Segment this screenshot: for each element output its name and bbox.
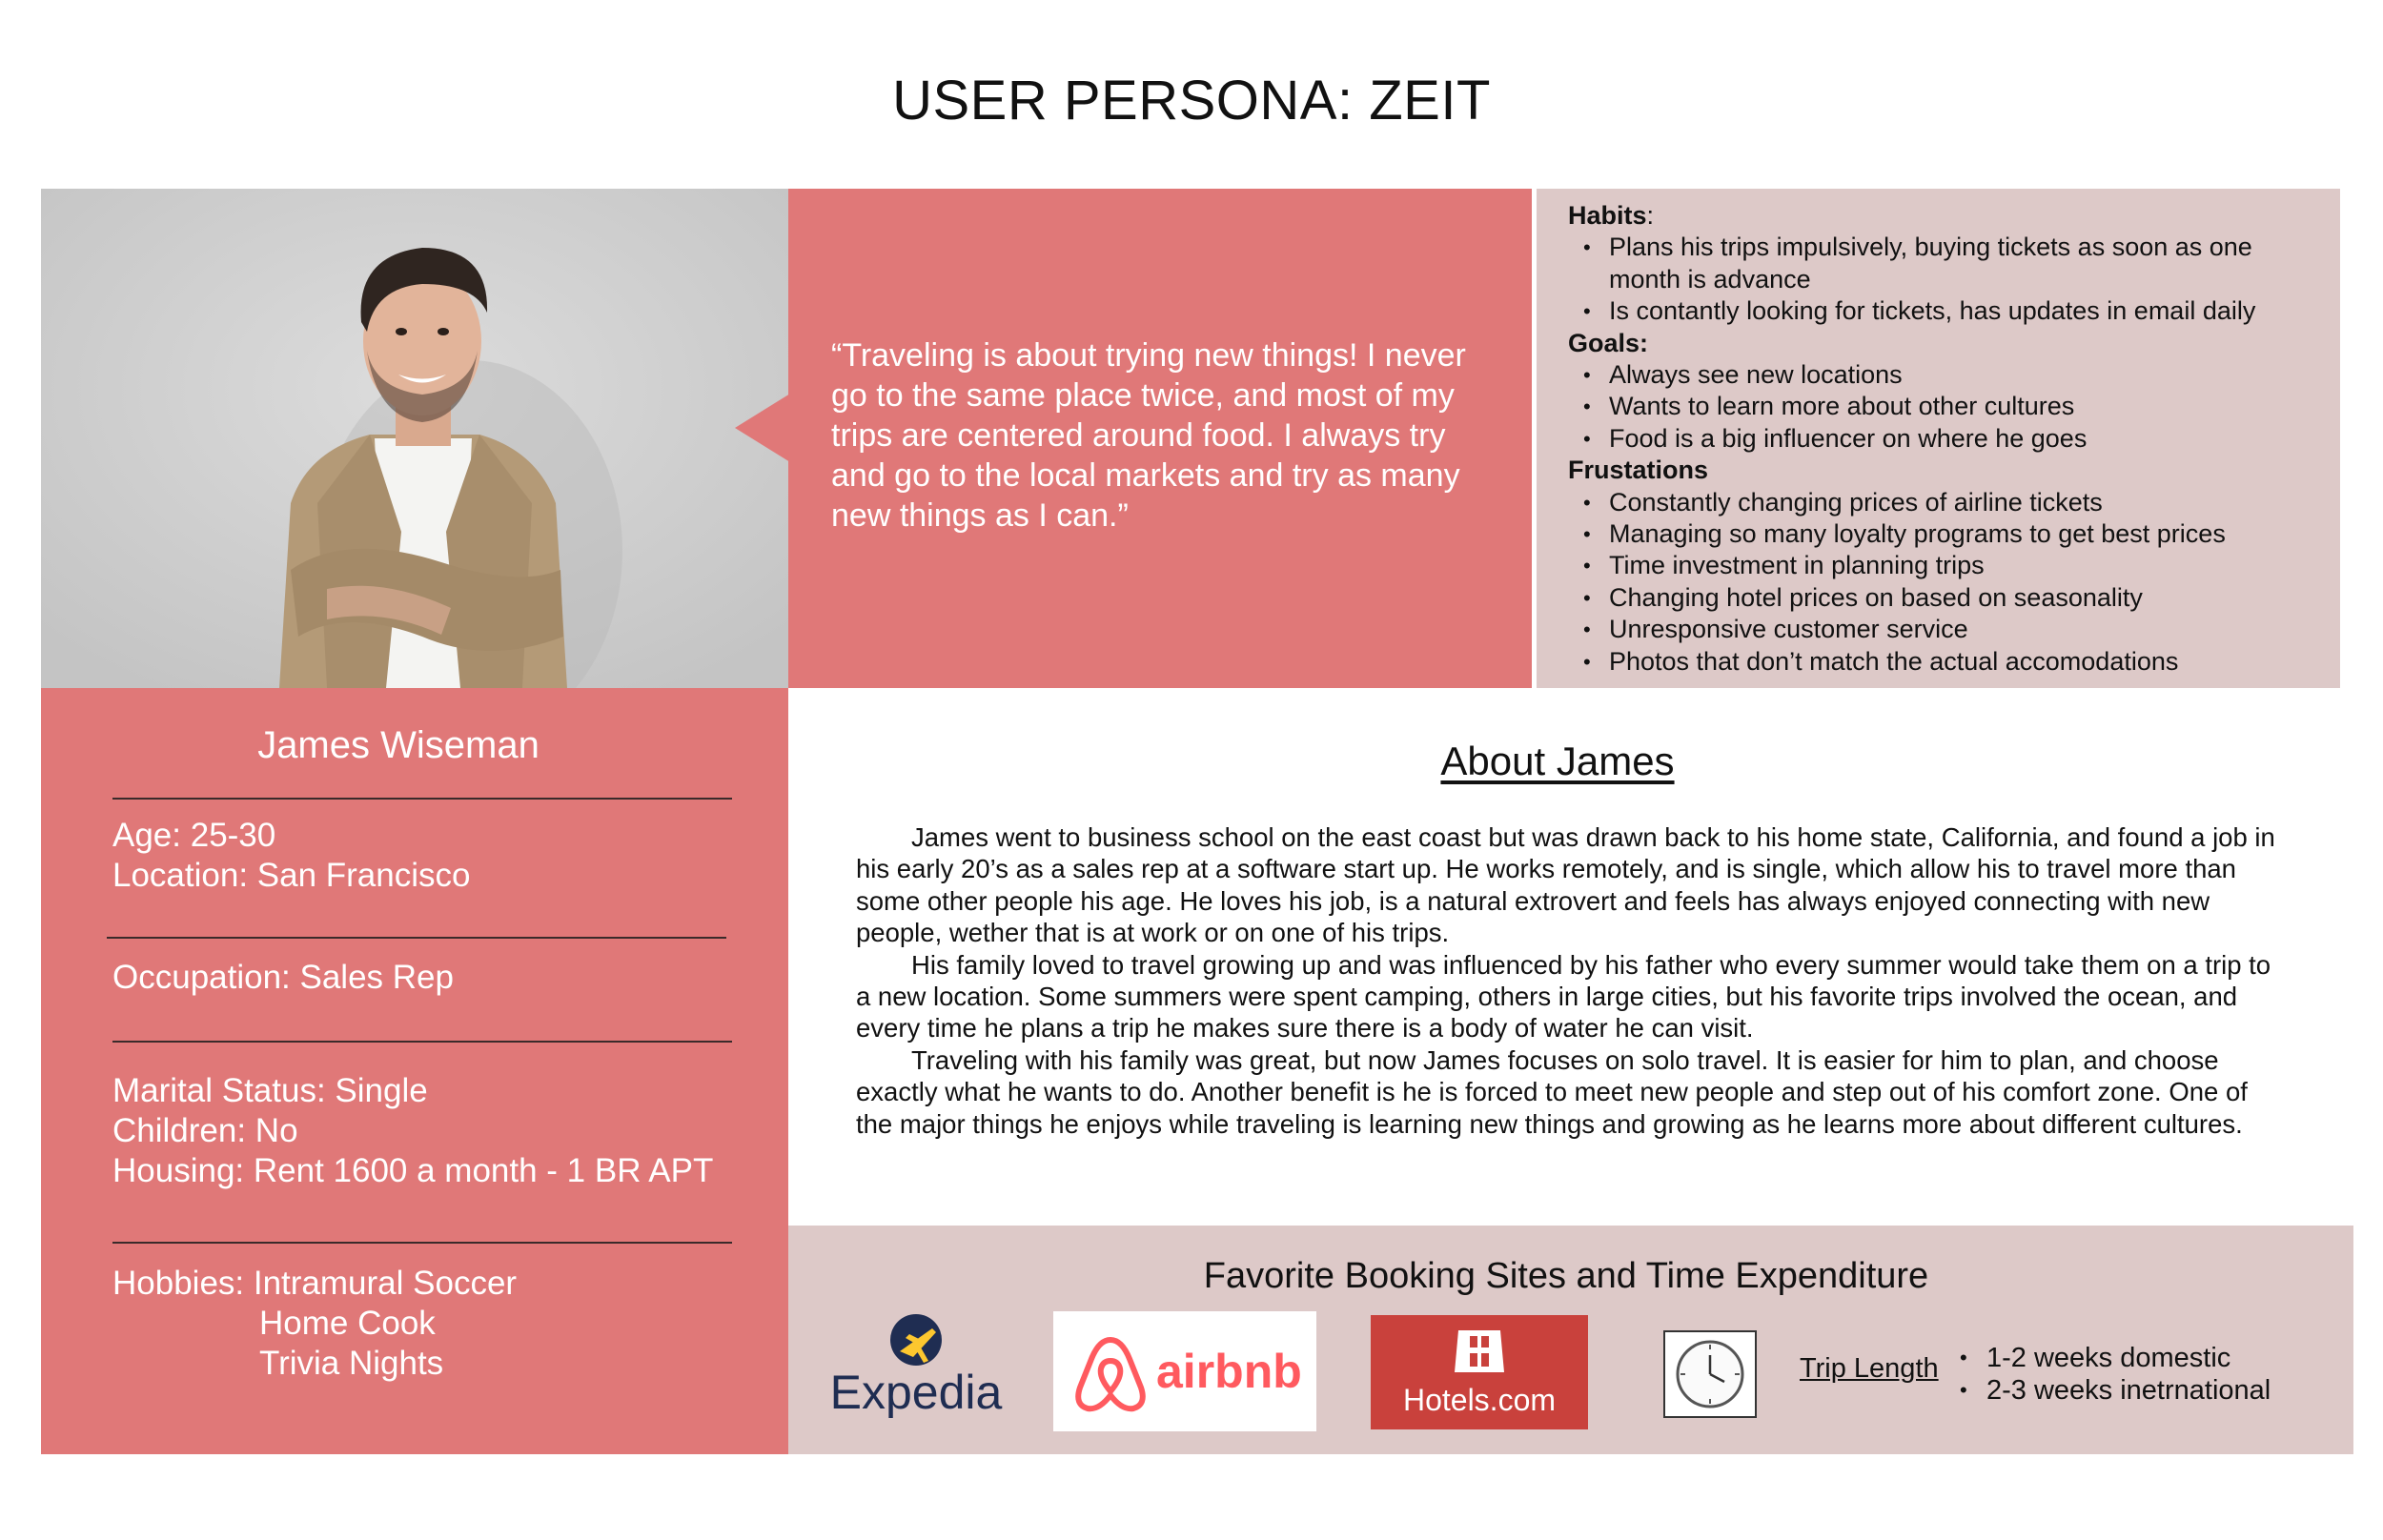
trip-length-list bbox=[1956, 1342, 2271, 1407]
hotels-wordmark: Hotels.com bbox=[1402, 1383, 1557, 1417]
persona-portrait-illustration bbox=[41, 189, 788, 688]
persona-quote: “Traveling is about trying new things! I never go to the same place twice, and most of my trips are centered around food. I always try and go to the local markets and try as many new things as I can.” bbox=[831, 337, 1466, 534]
about-heading-text: About James bbox=[1440, 739, 1675, 783]
goals-heading: Goals: bbox=[1568, 328, 1649, 357]
expedia-wordmark: Expedia bbox=[829, 1366, 1003, 1418]
airbnb-wordmark: airbnb bbox=[1156, 1345, 1302, 1398]
list-item: • Plans his trips impulsively, buying tickets as soon as one month is advance bbox=[1568, 232, 2331, 295]
trip-length-label: Trip Length bbox=[1800, 1353, 1939, 1384]
habits-heading-colon: : bbox=[1646, 201, 1655, 230]
about-heading bbox=[788, 739, 2327, 784]
profile-hobby-item: Home Cook bbox=[259, 1305, 436, 1342]
habits-goals-frustrations bbox=[1568, 200, 2331, 678]
list-item: • Wants to learn more about other cultures bbox=[1568, 391, 2331, 422]
hotels-logo bbox=[1371, 1315, 1588, 1429]
clock-face bbox=[1665, 1332, 1755, 1416]
list-item: • Constantly changing prices of airline tickets bbox=[1568, 487, 2331, 518]
divider bbox=[112, 1242, 732, 1244]
persona-name: James Wiseman bbox=[257, 724, 540, 766]
list-item: • Is contantly looking for tickets, has updates in email daily bbox=[1568, 295, 2331, 327]
profile-occupation: Occupation: Sales Rep bbox=[112, 959, 454, 996]
list-item: • Always see new locations bbox=[1568, 359, 2331, 391]
page-title: USER PERSONA: ZEIT bbox=[892, 70, 1491, 132]
list-item: • Unresponsive customer service bbox=[1568, 614, 2331, 645]
list-item: • Changing hotel prices on based on seasonality bbox=[1568, 582, 2331, 614]
airbnb-logo bbox=[1053, 1311, 1316, 1431]
profile-marital-status: Marital Status: Single bbox=[112, 1072, 428, 1109]
hotels-h-icon bbox=[1371, 1315, 1588, 1429]
list-item: • Time investment in planning trips bbox=[1568, 550, 2331, 581]
divider bbox=[112, 1041, 732, 1043]
profile-housing: Housing: Rent 1600 a month - 1 BR APT bbox=[112, 1152, 714, 1189]
quote-pointer bbox=[735, 394, 790, 462]
habits-list bbox=[1568, 232, 2331, 327]
profile-hobby-item: Trivia Nights bbox=[259, 1345, 444, 1382]
expedia-plane-icon bbox=[825, 1313, 1007, 1418]
about-paragraph: Traveling with his family was great, but now James focuses on solo travel. It is easier for him to plan, and choose exactly what he wants to do. Another benefit is he is forced to meet new people and step out of his comfort zone. One of the major things he enjoys while traveling is learning new things and growing as he learns more about different cultures. bbox=[856, 1044, 2248, 1139]
list-item: • Managing so many loyalty programs to get best prices bbox=[1568, 518, 2331, 550]
profile-location: Location: San Francisco bbox=[112, 857, 471, 894]
about-body bbox=[856, 821, 2276, 1140]
persona-photo bbox=[41, 189, 788, 688]
clock-icon bbox=[1663, 1330, 1757, 1418]
list-item: • 2-3 weeks inetrnational bbox=[1956, 1374, 2271, 1407]
airbnb-belo-icon bbox=[1053, 1311, 1316, 1431]
expedia-logo bbox=[825, 1313, 1007, 1418]
booking-heading: Favorite Booking Sites and Time Expenditure bbox=[1203, 1256, 1929, 1296]
habits-heading: Habits bbox=[1568, 201, 1647, 230]
profile-age: Age: 25-30 bbox=[112, 817, 276, 854]
about-paragraph: His family loved to travel growing up and was influenced by his father who every summer would take them on a trip to a new location. Some summers were spent camping, others in large cities, but his favorite trips involved the ocean, and every time he plans a trip he makes sure there is a body of water he can visit. bbox=[856, 949, 2271, 1044]
divider bbox=[112, 798, 732, 800]
list-item: • Food is a big influencer on where he goes bbox=[1568, 423, 2331, 455]
frustrations-list bbox=[1568, 487, 2331, 678]
goals-list bbox=[1568, 359, 2331, 455]
profile-children: Children: No bbox=[112, 1112, 298, 1149]
list-item: • 1-2 weeks domestic bbox=[1956, 1342, 2271, 1374]
list-item: • Photos that don’t match the actual accomodations bbox=[1568, 646, 2331, 678]
about-paragraph: James went to business school on the east coast but was drawn back to his home state, California, and found a job in his early 20’s as a sales rep at a software start up. He works remotely, and is single, which allow his to travel more than some other people his age. He loves his job, is a natural extrovert and feels has always enjoyed connecting with new people, wether that is at work or on one of his trips. bbox=[856, 822, 2275, 948]
divider bbox=[107, 937, 726, 939]
frustrations-heading: Frustations bbox=[1568, 456, 1709, 485]
profile-hobbies: Hobbies: Intramural Soccer bbox=[112, 1265, 518, 1302]
